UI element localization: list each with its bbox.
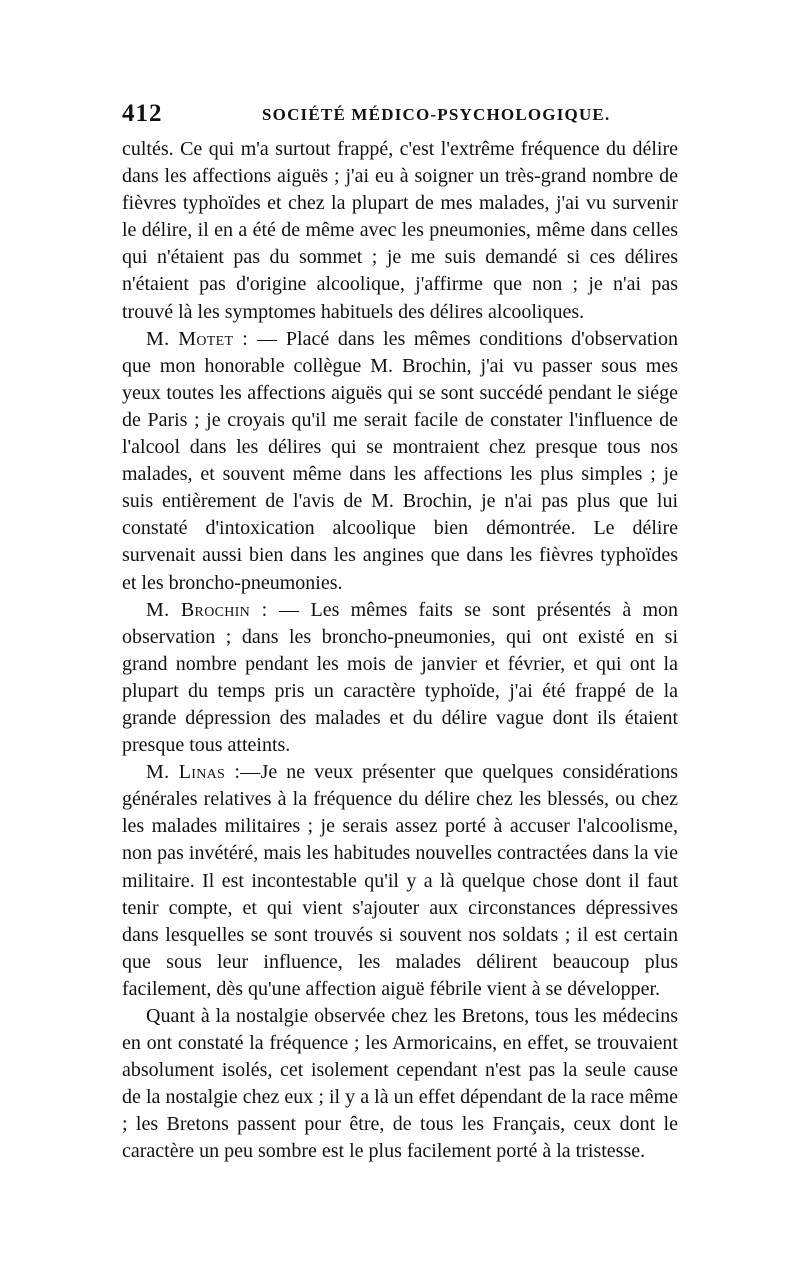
page-number: 412 — [122, 100, 163, 127]
speaker-name: M. Motet : — — [146, 327, 278, 350]
paragraph-continuation — [122, 136, 678, 326]
paragraph-text: Je ne veux présenter que quelques considérations générales relatives à la fréquence du délire chez les blessés, ou chez les malades militaires ; je serais assez porté à accuser l'alcoolisme, non pas invétéré, mais les habitudes nouvelles contractées dans la vie militaire. Il est incontestable qu'il y a là quelque chose dont il faut tenir compte, et qui vient s'ajouter aux circonstances dépressives dans lesquelles se sont trouvés si souvent nos soldats ; il est certain que sous leur influence, les malades délirent beaucoup plus facilement, dès qu'une affection aiguë fébrile vient à se développer. — [122, 761, 678, 1000]
paragraph-text: Quant à la nostalgie observée chez les Bretons, tous les médecins en ont constaté la fréquence ; les Armoricains, en effet, se trouvaient absolument isolés, cet isolement cependant n'est pas la seule cause de la nostalgie chez eux ; il y a là un effet dépendant de la race même ; les Bretons passent pour être, de tous les Français, ceux dont le caractère un peu sombre est le plus facilement porté à la tristesse. — [122, 1005, 678, 1163]
speaker-name: M. Linas :— — [146, 761, 261, 784]
paragraph-motet — [122, 326, 678, 597]
running-title: SOCIÉTÉ MÉDICO-PSYCHOLOGIQUE. — [262, 105, 611, 124]
paragraph-nostalgie — [122, 1003, 678, 1166]
paragraph-linas — [122, 759, 678, 1003]
paragraph-text: Placé dans les mêmes conditions d'observation que mon honorable collègue M. Brochin, j'ai vu passer sous mes yeux toutes les affections aiguës qui se sont succédé pendant le siége de Paris ; je croyais qu'il me serait facile de constater l'influence de l'alcool dans les délires qui se montraient chez presque tous nos malades, et souvent même dans les affections les plus simples ; je suis entièrement de l'avis de M. Brochin, je n'ai pas plus que lui constaté d'intoxication alcoolique bien démontrée. Le délire survenait aussi bien dans les angines que dans les fièvres typhoïdes et les broncho-pneumonies. — [122, 327, 678, 594]
page-header — [122, 100, 682, 130]
paragraph-brochin — [122, 597, 678, 760]
paragraph-text: cultés. Ce qui m'a surtout frappé, c'est l'extrême fréquence du délire dans les affections aiguës ; j'ai eu à soigner un très-grand nombre de fièvres typhoïdes et chez la plupart de mes malades, j'ai vu survenir le délire, il en a été de même avec les pneumonies, même dans celles qui n'étaient pas du sommet ; je me suis demandé si ces délires n'étaient pas d'origine alcoolique, j'affirme que non ; je n'ai pas trouvé là les symptomes habituels des délires alcooliques. — [122, 138, 678, 323]
paragraph-text: Les mêmes faits se sont présentés à mon observation ; dans les broncho-pneumonies, qui ont existé en si grand nombre pendant les mois de janvier et février, et qui ont la plupart du temps pris un caractère typhoïde, j'ai été frappé de la grande dépression des malades et du délire vague dont ils étaient presque tous atteints. — [122, 598, 678, 757]
body-text — [122, 136, 678, 1166]
speaker-name: M. Brochin : — — [146, 598, 300, 621]
